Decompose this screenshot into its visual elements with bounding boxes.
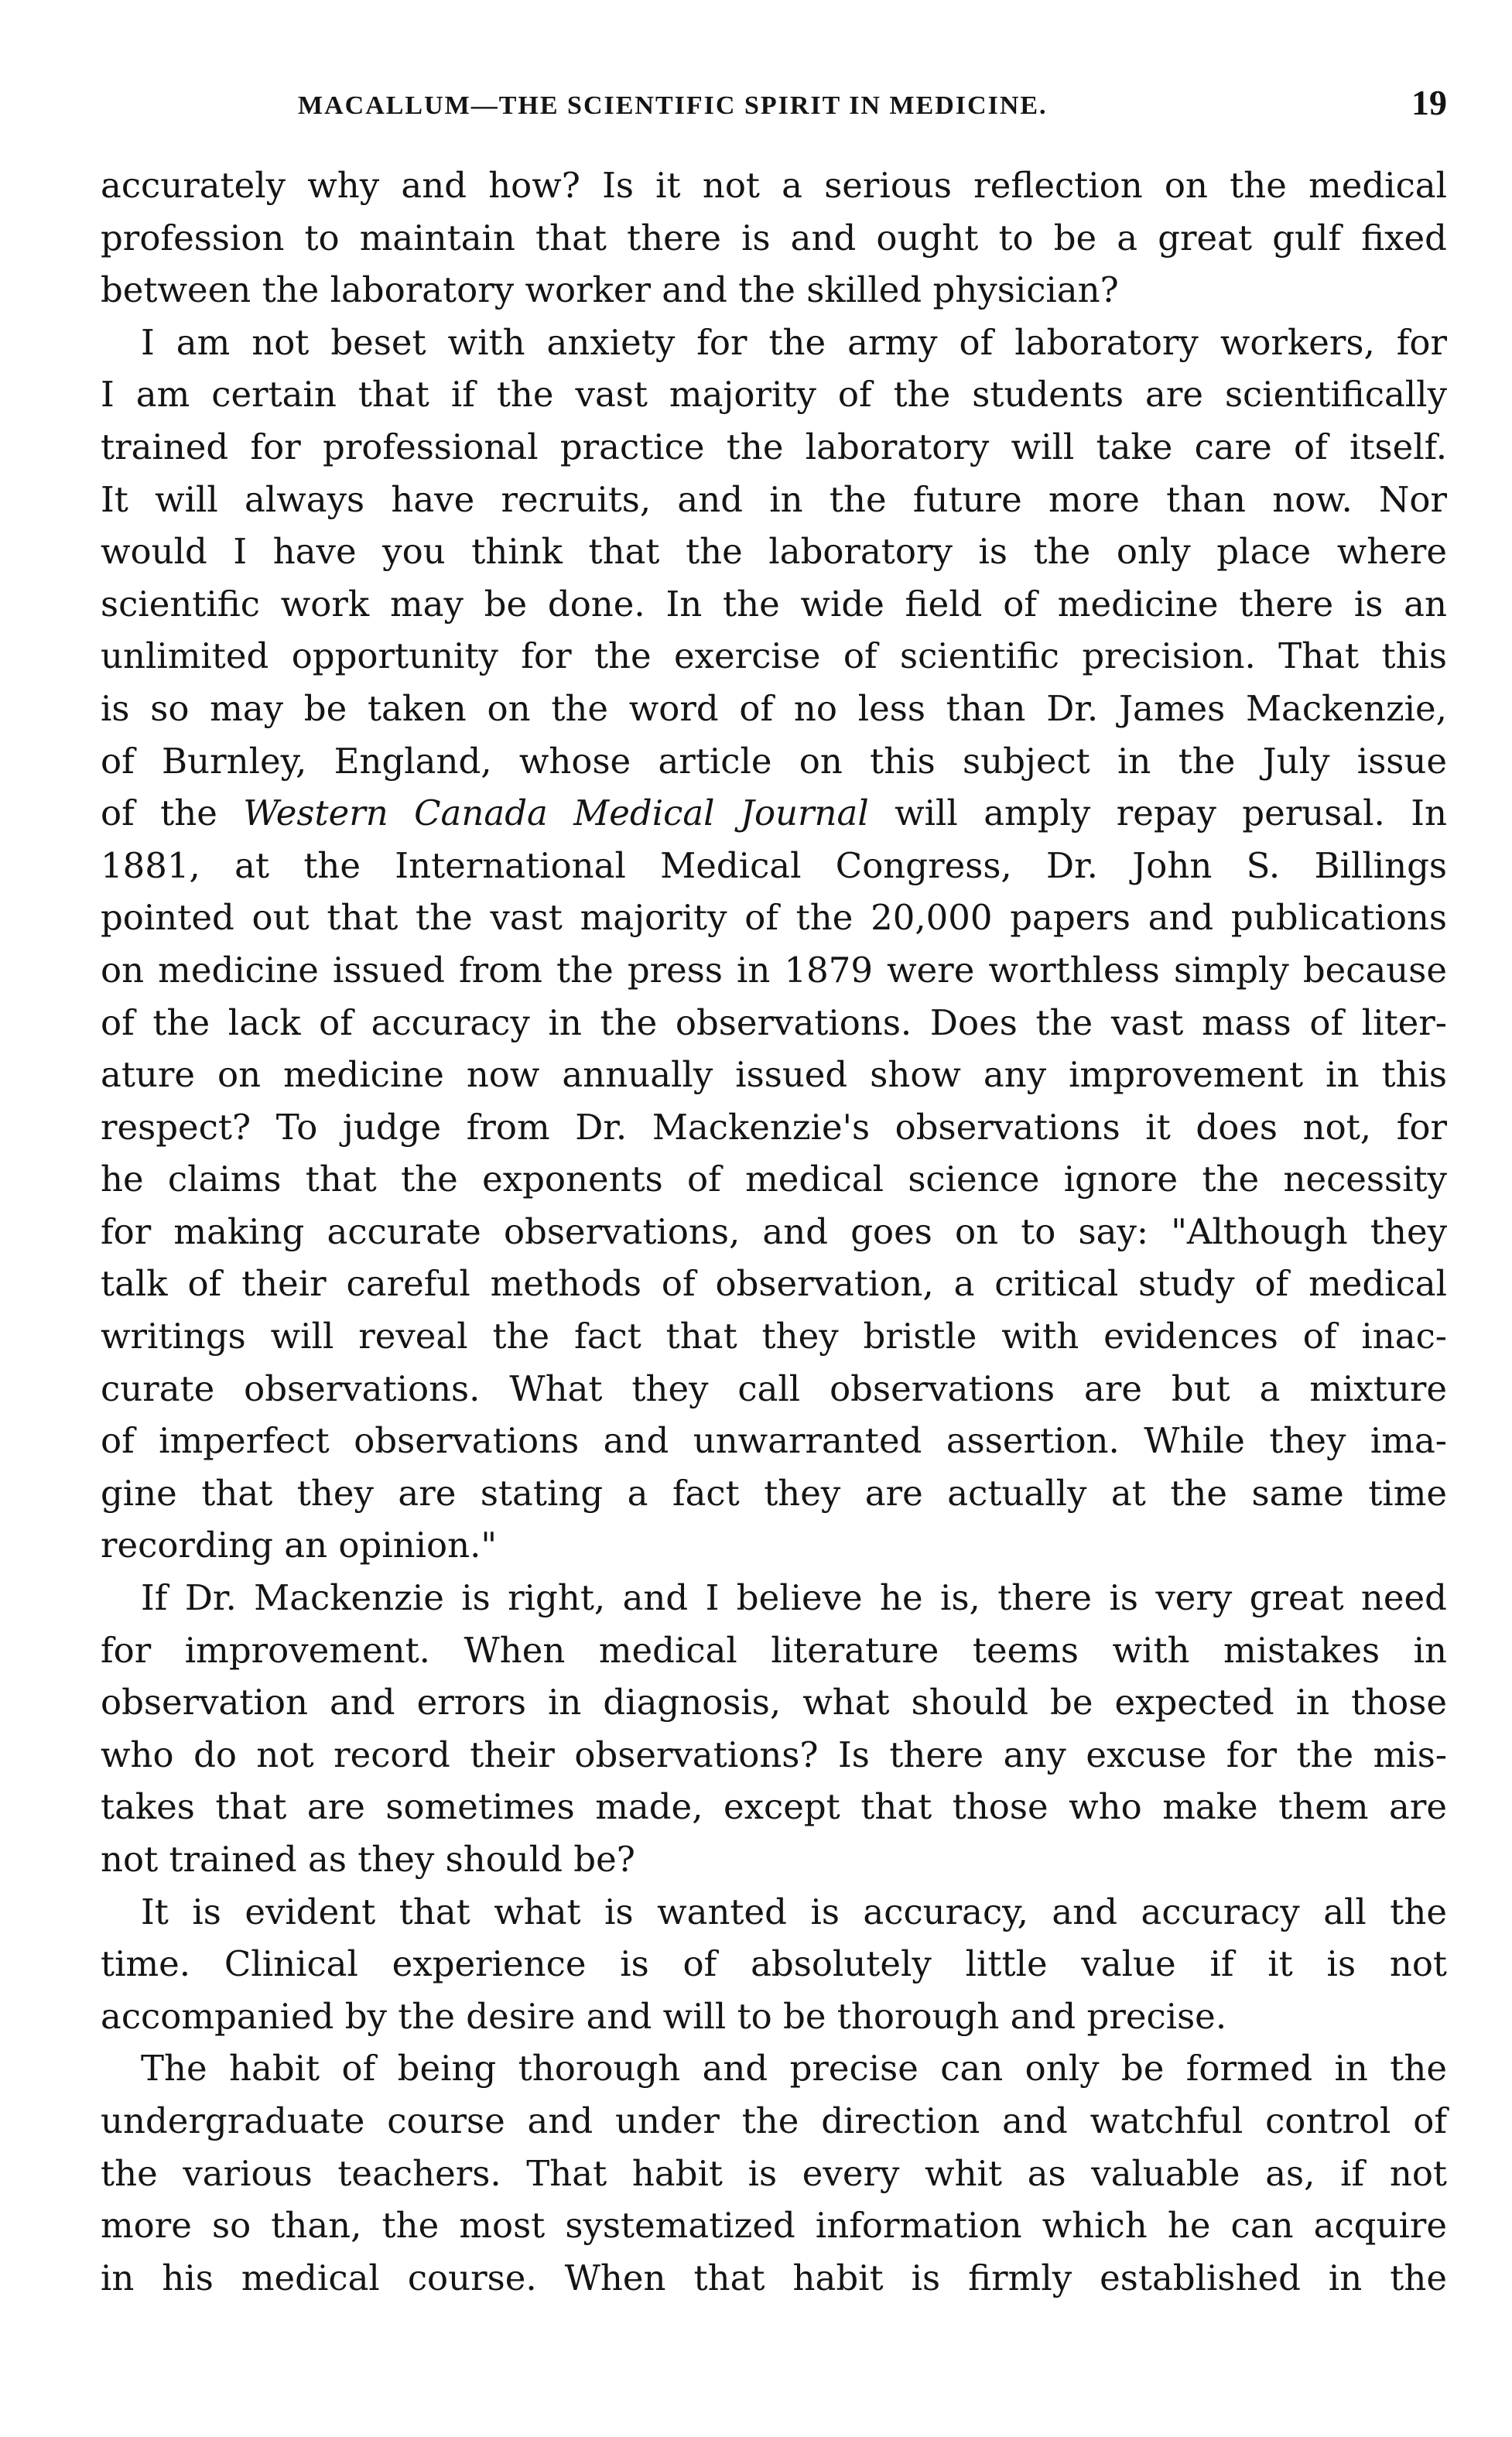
text-line: for improvement. When medical literature teems with mistakes in xyxy=(101,1629,1447,1671)
text-line: 1881, at the International Medical Congress, Dr. John S. Billings xyxy=(101,844,1447,886)
text-line: on medicine issued from the press in 1879 were worthless simply because xyxy=(101,949,1447,991)
text-line: ature on medicine now annually issued show any improvement in this xyxy=(101,1054,1447,1096)
text-line: unlimited opportunity for the exercise of scientific precision. That this xyxy=(101,635,1447,677)
text-segment: will amply repay perusal. In xyxy=(868,792,1447,834)
text-line: of the lack of accuracy in the observations. Does the vast mass of liter- xyxy=(101,1001,1447,1043)
text-line: talk of their careful methods of observation, a critical study of medical xyxy=(101,1263,1447,1305)
text-line: the various teachers. That habit is every whit as valuable as, if not xyxy=(101,2152,1447,2194)
text-line: accompanied by the desire and will to be thorough and precise. xyxy=(101,1995,1227,2037)
text-line: of imperfect observations and unwarranted assertion. While they ima- xyxy=(101,1420,1447,1462)
text-line: pointed out that the vast majority of the 20,000 papers and publications xyxy=(101,897,1447,939)
running-header xyxy=(101,77,1447,139)
text-line: is so may be taken on the word of no less than Dr. James Mackenzie, xyxy=(101,687,1447,729)
running-title: MACALLUM—THE SCIENTIFIC SPIRIT IN MEDICINE. xyxy=(298,91,1048,120)
text-line: recording an opinion." xyxy=(101,1525,498,1566)
book-page xyxy=(101,77,1447,2304)
text-line: more so than, the most systematized information which he can acquire xyxy=(101,2205,1447,2247)
text-line: of Burnley, England, whose article on this subject in the July issue xyxy=(101,740,1447,782)
body-text xyxy=(101,159,1447,2304)
text-line: accurately why and how? Is it not a serious reflection on the medical xyxy=(101,165,1447,206)
text-line: gine that they are stating a fact they are actually at the same time xyxy=(101,1472,1447,1514)
journal-title: Western Canada Medical Journal xyxy=(243,792,869,834)
text-line: I am not beset with anxiety for the army of laboratory workers, for xyxy=(141,321,1447,363)
text-line: profession to maintain that there is and ought to be a great gulf fixed xyxy=(101,217,1447,258)
text-line: curate observations. What they call observations are but a mixture xyxy=(101,1367,1447,1409)
text-segment: of the xyxy=(101,792,244,834)
text-line: for making accurate observations, and goes on to say: "Although they xyxy=(101,1210,1447,1252)
text-line: would I have you think that the laboratory is the only place where xyxy=(101,531,1447,573)
text-line: not trained as they should be? xyxy=(101,1839,635,1880)
text-line: in his medical course. When that habit is firmly established in the xyxy=(101,2257,1447,2298)
text-line: I am certain that if the vast majority of the students are scientifically xyxy=(101,374,1447,416)
text-line: takes that are sometimes made, except that those who make them are xyxy=(101,1786,1447,1828)
text-line: who do not record their observations? Is there any excuse for the mis- xyxy=(101,1734,1447,1775)
text-line xyxy=(101,787,1447,840)
text-line: If Dr. Mackenzie is right, and I believe he is, there is very great need xyxy=(141,1577,1447,1619)
text-line: It is evident that what is wanted is accuracy, and accuracy all the xyxy=(141,1891,1447,1932)
text-line: writings will reveal the fact that they bristle with evidences of inac- xyxy=(101,1316,1447,1357)
text-line: scientific work may be done. In the wide field of medicine there is an xyxy=(101,583,1447,625)
text-line: between the laboratory worker and the skilled physician? xyxy=(101,269,1119,311)
text-line: observation and errors in diagnosis, what should be expected in those xyxy=(101,1682,1447,1723)
text-line: he claims that the exponents of medical science ignore the necessity xyxy=(101,1159,1447,1200)
text-line: It will always have recruits, and in the future more than now. Nor xyxy=(101,478,1447,520)
text-line: time. Clinical experience is of absolutely little value if it is not xyxy=(101,1943,1447,1985)
text-line: The habit of being thorough and precise can only be formed in the xyxy=(141,2048,1447,2090)
page-number: 19 xyxy=(1411,83,1447,122)
text-line: undergraduate course and under the direction and watchful control of xyxy=(101,2100,1447,2141)
text-line: trained for professional practice the laboratory will take care of itself. xyxy=(101,426,1447,467)
text-line: respect? To judge from Dr. Mackenzie's observations it does not, for xyxy=(101,1106,1447,1148)
